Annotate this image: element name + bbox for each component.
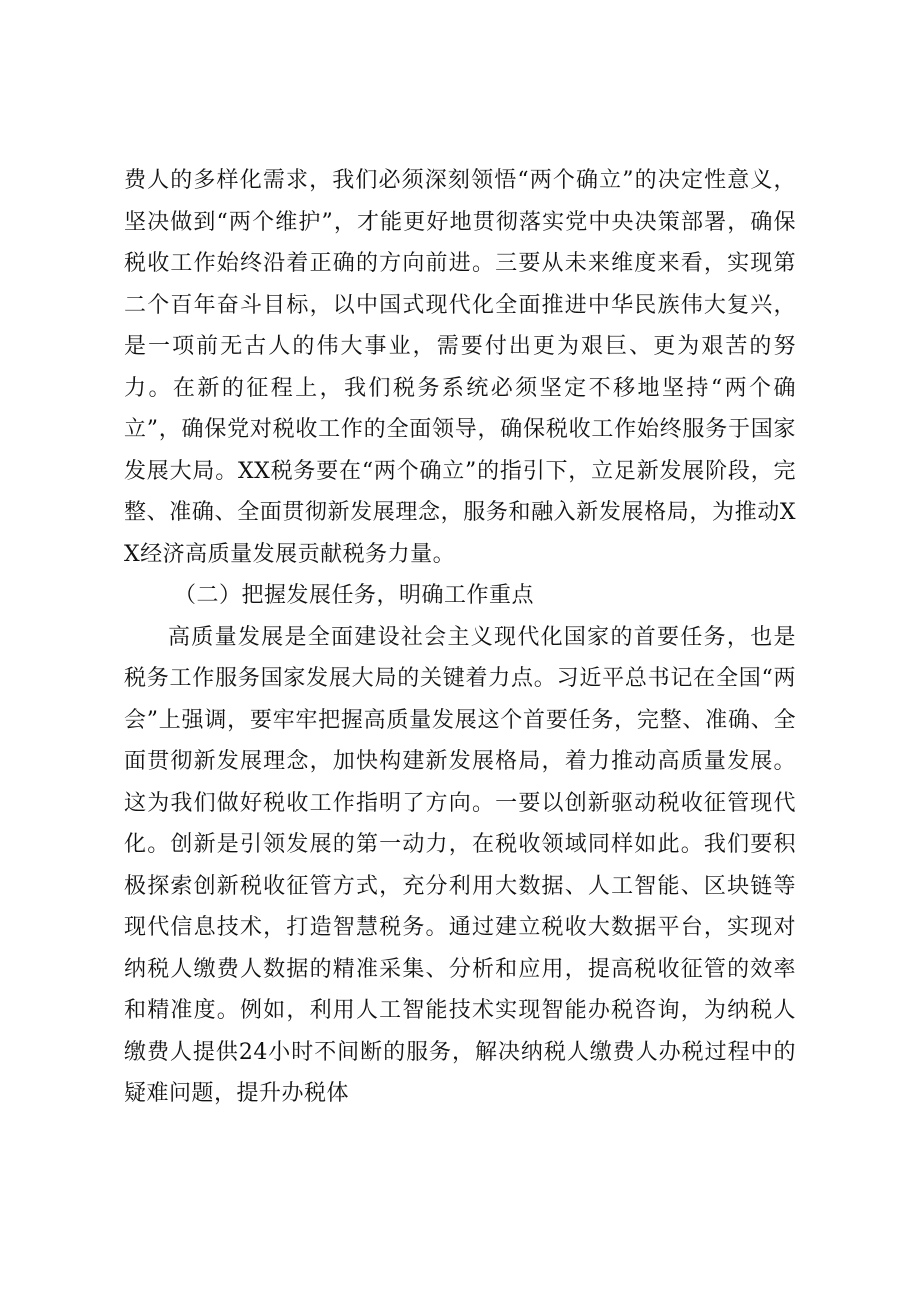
section-heading: （二）把握发展任务，明确工作重点 — [174, 583, 535, 608]
paragraph-body: 高质量发展是全面建设社会主义现代化国家的首要任务，也是税务工作服务国家发展大局的关键着力点。习近平总书记在全国“两会”上强调，要牢牢把握高质量发展这个首要任务，完整、准确、全面贯彻新发展理念，加快构建新发展格局，着力推动高质量发展。这为我们做好税收工作指明了方向。一要以创新驱动税收征管现代化。创新是引领发展的第一动力，在税收领域同样如此。我们要积极探索创新税收征管方式，充分利用大数据、人工智能、区块链等现代信息技术，打造智慧税务。通过建立税收大数据平台，实现对纳税人缴费人数据的精准采集、分析和应用，提高税收征管的效率和精准度。例如，利用人工智能技术实现智能办税咨询，为纳税人缴费人提供24小时不间断的服务，解决纳税人缴费人办税过程中的疑难问题，提升办税体 — [124, 624, 796, 1106]
document-body — [124, 160, 796, 1115]
paragraph-continuation: 费人的多样化需求，我们必须深刻领悟“两个确立”的决定性意义，坚决做到“两个维护”，才能更好地贯彻落实党中央决策部署，确保税收工作始终沿着正确的方向前进。三要从未来维度来看，实现第二个百年奋斗目标，以中国式现代化全面推进中华民族伟大复兴，是一项前无古人的伟大事业，需要付出更为艰巨、更为艰苦的努力。在新的征程上，我们税务系统必须坚定不移地坚持“两个确立”，确保党对税收工作的全面领导，确保税收工作始终服务于国家发展大局。XX税务要在“两个确立”的指引下，立足新发展阶段，完整、准确、全面贯彻新发展理念，服务和融入新发展格局，为推动XX经济高质量发展贡献税务力量。 — [124, 168, 796, 567]
